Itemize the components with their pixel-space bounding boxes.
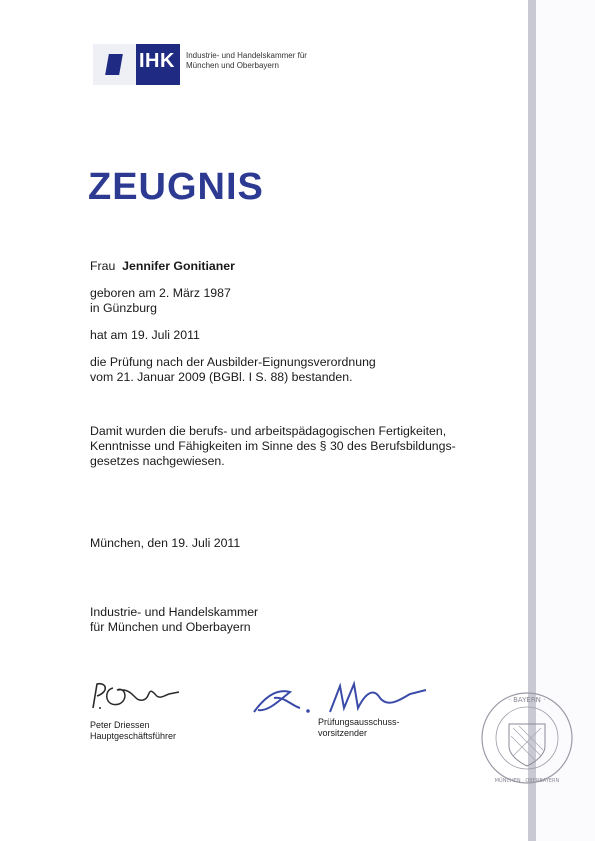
signatory1-name: Peter Driessen bbox=[90, 720, 150, 730]
org-header bbox=[186, 51, 307, 71]
signatory2-role-line2: vorsitzender bbox=[318, 728, 368, 738]
birth-line2: in Günzburg bbox=[90, 301, 157, 315]
official-seal bbox=[479, 690, 575, 786]
logo-emblem bbox=[93, 44, 136, 85]
org-header-line2: München und Oberbayern bbox=[186, 61, 279, 70]
birth-line1: geboren am 2. März 1987 bbox=[90, 286, 231, 300]
logo-mark-icon bbox=[105, 54, 123, 75]
statement-line3: gesetzes nachgewiesen. bbox=[90, 454, 225, 468]
svg-text:· BAYERN ·: · BAYERN · bbox=[508, 696, 546, 704]
person-name: Jennifer Gonitianer bbox=[122, 259, 235, 273]
exam-line2: vom 21. Januar 2009 (BGBl. I S. 88) bestanden. bbox=[90, 370, 353, 384]
issuer-line2: für München und Oberbayern bbox=[90, 620, 251, 634]
ihk-logo bbox=[93, 44, 180, 85]
signatory2-role-line1: Prüfungsausschuss- bbox=[318, 717, 400, 727]
issuer-line1: Industrie- und Handelskammer bbox=[90, 605, 259, 619]
org-header-line1: Industrie- und Handelskammer für bbox=[186, 51, 307, 60]
exam-line1: die Prüfung nach der Ausbilder-Eignungsverordnung bbox=[90, 355, 376, 369]
person-line bbox=[90, 259, 235, 274]
svg-text:MÜNCHEN · OBERBAYERN: MÜNCHEN · OBERBAYERN bbox=[494, 778, 560, 784]
exam-date-line: hat am 19. Juli 2011 bbox=[90, 328, 200, 342]
salutation: Frau bbox=[90, 259, 116, 273]
signatory1-block bbox=[90, 720, 176, 742]
document-title: ZEUGNIS bbox=[88, 166, 264, 208]
statement-line1: Damit wurden die berufs- und arbeitspädagogischen Fertigkeiten, bbox=[90, 424, 447, 438]
signature-driessen bbox=[85, 678, 185, 718]
statement-line2: Kenntnisse und Fähigkeiten im Sinne des § 30 des Berufsbildungs- bbox=[90, 439, 456, 453]
signatory2-block bbox=[318, 717, 400, 739]
place-date: München, den 19. Juli 2011 bbox=[90, 536, 241, 550]
signatory1-role: Hauptgeschäftsführer bbox=[90, 731, 177, 741]
logo-text: IHK bbox=[139, 50, 175, 72]
